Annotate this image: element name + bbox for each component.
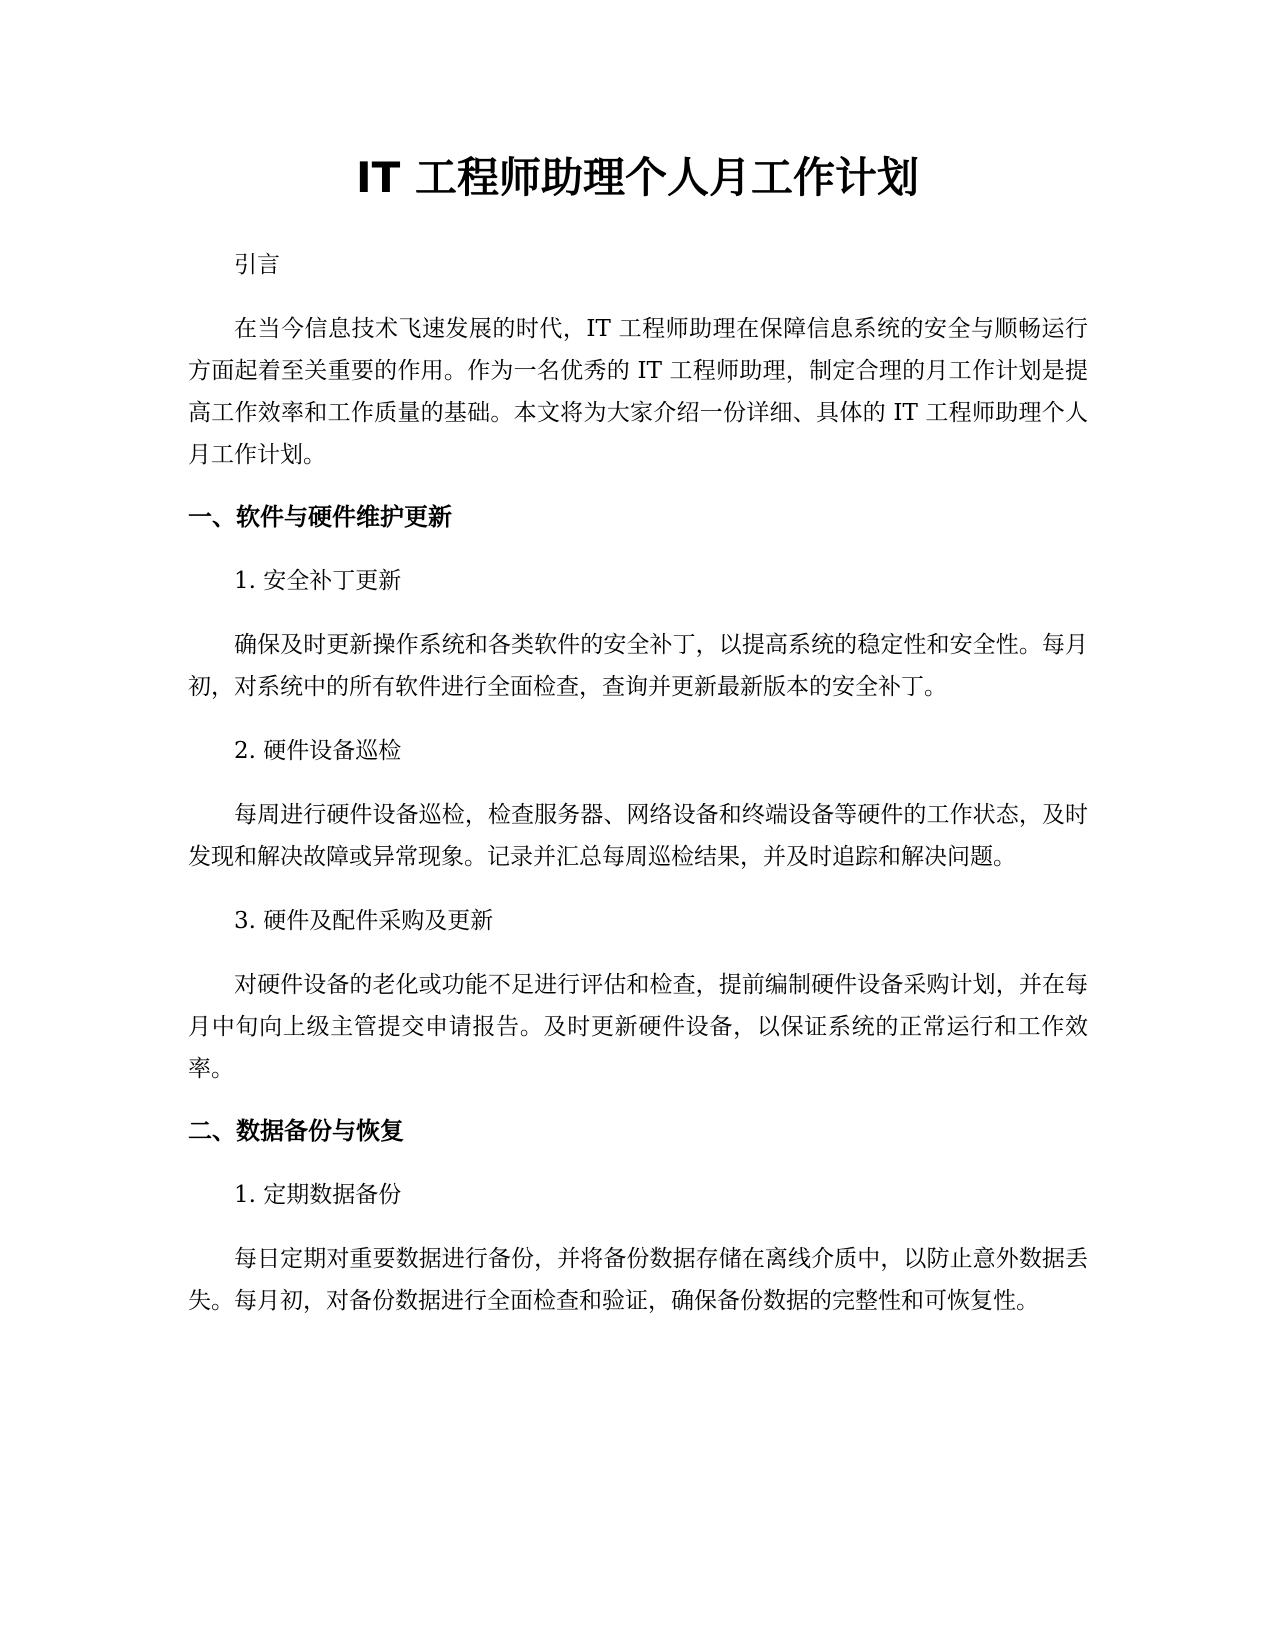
subsection-title: 1. 定期数据备份	[234, 1182, 402, 1208]
subsection-title: 1. 安全补丁更新	[234, 568, 402, 594]
page-title: IT 工程师助理个人月工作计划	[356, 153, 919, 202]
intro-label: 引言	[234, 252, 280, 278]
document-body	[188, 244, 1088, 1322]
subsection-paragraph: 确保及时更新操作系统和各类软件的安全补丁，以提高系统的稳定性和安全性。每月初，对系统中的所有软件进行全面检查，查询并更新最新版本的安全补丁。	[188, 632, 1088, 700]
intro-paragraph: 在当今信息技术飞速发展的时代，IT 工程师助理在保障信息系统的安全与顺畅运行方面起着至关重要的作用。作为一名优秀的 IT 工程师助理，制定合理的月工作计划是提高工作效率和工作质量的基础。本文将为大家介绍一份详细、具体的 IT 工程师助理个人月工作计划。	[188, 316, 1088, 468]
subsection-title: 2. 硬件设备巡检	[234, 738, 402, 764]
subsection-paragraph: 对硬件设备的老化或功能不足进行评估和检查，提前编制硬件设备采购计划，并在每月中旬向上级主管提交申请报告。及时更新硬件设备，以保证系统的正常运行和工作效率。	[188, 972, 1088, 1082]
subsection-paragraph: 每周进行硬件设备巡检，检查服务器、网络设备和终端设备等硬件的工作状态，及时发现和解决故障或异常现象。记录并汇总每周巡检结果，并及时追踪和解决问题。	[188, 802, 1088, 870]
section-heading: 二、数据备份与恢复	[188, 1117, 404, 1145]
subsection-title: 3. 硬件及配件采购及更新	[234, 908, 494, 934]
section-heading: 一、软件与硬件维护更新	[188, 503, 452, 531]
subsection-paragraph: 每日定期对重要数据进行备份，并将备份数据存储在离线介质中，以防止意外数据丢失。每月初，对备份数据进行全面检查和验证，确保备份数据的完整性和可恢复性。	[188, 1246, 1088, 1314]
